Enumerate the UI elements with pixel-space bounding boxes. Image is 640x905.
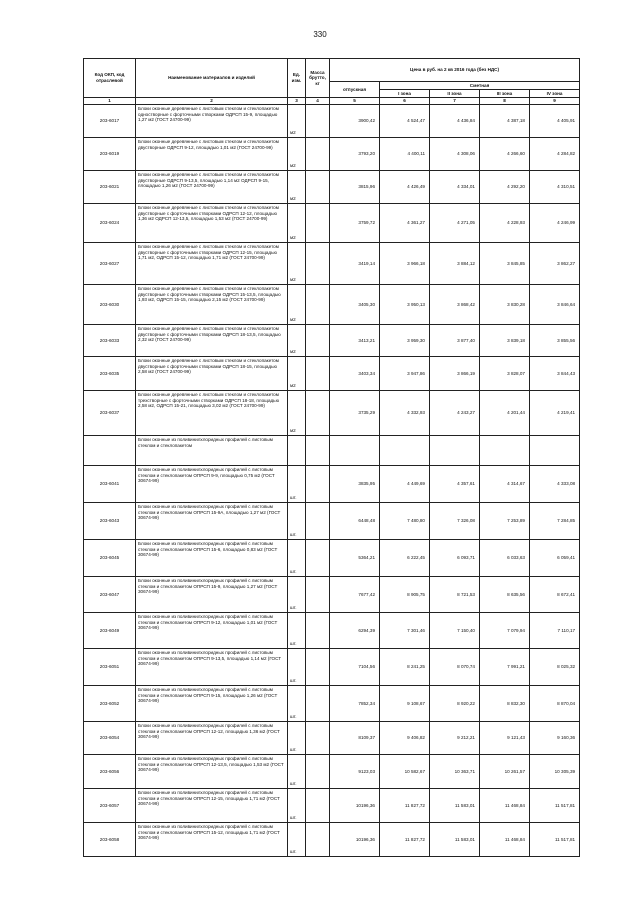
cell-zone-3: 3 830,28: [480, 285, 530, 325]
cell-code: 203-6024: [84, 204, 136, 243]
table-body: [84, 105, 580, 857]
cell-name: Блоки оконные из поливинилхлоридных профилей с листовым стеклом и стеклопакетом ОПРСП 12-13,5, площадью 1,53 м2 (ГОСТ 30674-99): [136, 755, 288, 789]
column-number: 5: [330, 98, 380, 105]
cell-zone-4: 8 672,41: [530, 577, 580, 613]
cell-zone-3: 11 468,84: [480, 789, 530, 823]
header-zone-1: I зона: [380, 90, 430, 98]
table-row: [84, 357, 580, 391]
table-row: [84, 755, 580, 789]
cell-zone-2: 3 868,42: [430, 285, 480, 325]
cell-price: 7104,56: [330, 649, 380, 686]
cell-zone-3: 4 228,93: [480, 204, 530, 243]
cell-code: 203-6051: [84, 649, 136, 686]
cell-zone-2: 9 212,21: [430, 722, 480, 755]
table-row: [84, 540, 580, 577]
table-row: [84, 503, 580, 540]
cell-name: Блоки оконные деревянные с листовым стеклом и стеклопакетом двустворные с форточными створками ОДРСП 12-12, площадью 1,36 м2 ОДРСП 12-13,5, площадью 1,53 м2 (ГОСТ 24700-99): [136, 204, 288, 243]
cell-code: 203-6019: [84, 138, 136, 171]
cell-name: Блоки оконные из поливинилхлоридных профилей с листовым стеклом и стеклопакетом ОПРСП 15-9А, площадью 1,27 м2 (ГОСТ 30674-99): [136, 503, 288, 540]
cell-unit: м2: [288, 171, 306, 204]
cell-code: 203-6054: [84, 722, 136, 755]
cell-mass: [306, 105, 330, 138]
cell-zone-3: 7 079,94: [480, 613, 530, 649]
cell-zone-2: 7 150,40: [430, 613, 480, 649]
cell-zone-2: 7 326,08: [430, 503, 480, 540]
cell-zone-4: 7 284,85: [530, 503, 580, 540]
cell-zone-2: 10 363,71: [430, 755, 480, 789]
cell-zone-4: 4 310,51: [530, 171, 580, 204]
header-price-title: Цена в руб. на 2 кв 2016 года (без НДС): [330, 59, 580, 82]
cell-code: 203-6033: [84, 325, 136, 357]
cell-zone-2: 3 884,12: [430, 243, 480, 285]
cell-code: 203-6045: [84, 540, 136, 577]
page-number: 330: [313, 30, 327, 39]
cell-unit: м2: [288, 391, 306, 436]
cell-zone-3: 4 292,20: [480, 171, 530, 204]
cell-mass: [306, 436, 330, 466]
cell-zone-3: 3 845,85: [480, 243, 530, 285]
cell-zone-3: 4 201,44: [480, 391, 530, 436]
column-number: 8: [480, 98, 530, 105]
table-row: [84, 171, 580, 204]
cell-price: 3835,95: [330, 466, 380, 503]
cell-name: Блоки оконные из поливинилхлоридных профилей с листовым стеклом и стеклопакетом ОПРСП 9-9, площадью 0,75 м2 (ГОСТ 30674-99): [136, 466, 288, 503]
cell-zone-1: 7 301,46: [380, 613, 430, 649]
cell-unit: м2: [288, 285, 306, 325]
cell-unit: шт.: [288, 755, 306, 789]
cell-zone-2: 4 357,61: [430, 466, 480, 503]
cell-price: 10196,36: [330, 823, 380, 857]
cell-price: 6294,39: [330, 613, 380, 649]
cell-unit: шт.: [288, 823, 306, 857]
cell-zone-2: 11 583,01: [430, 823, 480, 857]
cell-mass: [306, 649, 330, 686]
cell-unit: м2: [288, 105, 306, 138]
cell-code: 203-6017: [84, 105, 136, 138]
cell-zone-2: 11 583,01: [430, 789, 480, 823]
header-row: [84, 59, 580, 82]
cell-code: 203-6057: [84, 789, 136, 823]
cell-zone-3: 7 253,89: [480, 503, 530, 540]
cell-mass: [306, 391, 330, 436]
cell-code: 203-6052: [84, 686, 136, 722]
header-release: отпускная: [330, 82, 380, 98]
cell-zone-1: 3 950,13: [380, 285, 430, 325]
cell-zone-2: 4 271,05: [430, 204, 480, 243]
cell-zone-3: [480, 436, 530, 466]
cell-zone-4: 4 246,99: [530, 204, 580, 243]
cell-unit: м2: [288, 243, 306, 285]
cell-mass: [306, 613, 330, 649]
cell-price: [330, 436, 380, 466]
cell-price: 3815,96: [330, 171, 380, 204]
cell-zone-3: 4 314,67: [480, 466, 530, 503]
cell-zone-4: [530, 436, 580, 466]
cell-price: 3793,20: [330, 138, 380, 171]
cell-unit: шт.: [288, 722, 306, 755]
cell-zone-4: 11 517,81: [530, 823, 580, 857]
cell-zone-1: 4 361,27: [380, 204, 430, 243]
cell-zone-1: 4 332,93: [380, 391, 430, 436]
cell-zone-1: 3 966,18: [380, 243, 430, 285]
cell-zone-1: [380, 436, 430, 466]
cell-zone-1: 6 222,45: [380, 540, 430, 577]
cell-zone-1: 4 524,47: [380, 105, 430, 138]
price-table: [83, 58, 580, 857]
cell-zone-4: 4 284,82: [530, 138, 580, 171]
cell-mass: [306, 243, 330, 285]
cell-code: 203-6035: [84, 357, 136, 391]
cell-zone-3: 8 635,56: [480, 577, 530, 613]
cell-mass: [306, 325, 330, 357]
cell-mass: [306, 285, 330, 325]
header-mass: Масса брутто, кг: [306, 59, 330, 98]
cell-zone-1: 4 449,69: [380, 466, 430, 503]
column-number: 3: [288, 98, 306, 105]
cell-zone-3: 10 261,57: [480, 755, 530, 789]
cell-price: 3735,29: [330, 391, 380, 436]
cell-zone-1: 7 480,80: [380, 503, 430, 540]
cell-name: Блоки оконные деревянные с листовым стеклом и стеклопакетом трехстворные с форточными створками ОДРСП 18-18, площадью 2,58 м2, ОДРСП 15-21, площадью 3,02 м2 (ГОСТ 24700-99): [136, 391, 288, 436]
cell-unit: шт.: [288, 613, 306, 649]
column-number: 9: [530, 98, 580, 105]
cell-zone-2: [430, 436, 480, 466]
cell-mass: [306, 503, 330, 540]
cell-name: Блоки оконные деревянные с листовым стеклом и стеклопакетом двустворные ОДРСП 9-12, площадью 1,01 м2 (ГОСТ 24700-99): [136, 138, 288, 171]
table-row: [84, 204, 580, 243]
cell-name: Блоки оконные деревянные с листовым стеклом и стеклопакетом двустворные с форточными створками ОДРСП 15-13,5, площадью 1,93 м2, ОДРСП 15-15, площадью 2,15 м2 (ГОСТ 24700-99): [136, 285, 288, 325]
column-number: 7: [430, 98, 480, 105]
cell-zone-3: 9 121,43: [480, 722, 530, 755]
cell-zone-2: 4 436,84: [430, 105, 480, 138]
cell-code: 203-6049: [84, 613, 136, 649]
cell-name: Блоки оконные из поливинилхлоридных профилей с листовым стеклом и стеклопакетом ОПРСП 9-15, площадью 1,26 м2 (ГОСТ 30674-99): [136, 686, 288, 722]
cell-price: 3900,42: [330, 105, 380, 138]
table-row: [84, 722, 580, 755]
cell-zone-4: 10 305,39: [530, 755, 580, 789]
cell-price: 3403,34: [330, 357, 380, 391]
header-unit: Ед. изм.: [288, 59, 306, 98]
cell-price: 3759,72: [330, 204, 380, 243]
cell-unit: шт.: [288, 577, 306, 613]
cell-mass: [306, 686, 330, 722]
cell-zone-2: 4 243,27: [430, 391, 480, 436]
cell-price: 3405,30: [330, 285, 380, 325]
cell-unit: шт.: [288, 649, 306, 686]
table-row: [84, 466, 580, 503]
cell-zone-2: 4 334,01: [430, 171, 480, 204]
cell-zone-1: 8 905,75: [380, 577, 430, 613]
cell-zone-3: 11 468,84: [480, 823, 530, 857]
cell-zone-1: 3 959,30: [380, 325, 430, 357]
cell-mass: [306, 755, 330, 789]
cell-zone-4: 9 160,36: [530, 722, 580, 755]
cell-zone-4: 11 517,81: [530, 789, 580, 823]
cell-unit: [288, 436, 306, 466]
cell-mass: [306, 138, 330, 171]
cell-zone-3: 6 033,63: [480, 540, 530, 577]
section-row: [84, 436, 580, 466]
cell-price: 10196,36: [330, 789, 380, 823]
header-zone-2: II зона: [430, 90, 480, 98]
column-number: 2: [136, 98, 288, 105]
table-row: [84, 613, 580, 649]
cell-zone-3: 3 839,18: [480, 325, 530, 357]
cell-name: Блоки оконные деревянные с листовым стеклом и стеклопакетом двустворные с форточными створками ОДРСП 12-15, площадью 1,71 м2, ОДРСП 15-12, площадью 1,71 м2 (ГОСТ 24700-99): [136, 243, 288, 285]
cell-mass: [306, 204, 330, 243]
cell-mass: [306, 823, 330, 857]
cell-zone-2: 8 070,74: [430, 649, 480, 686]
cell-name: Блоки оконные деревянные с листовым стеклом и стеклопакетом двустворные с форточными створками ОДРСП 18-15, площадью 2,58 м2 (ГОСТ 24700-99): [136, 357, 288, 391]
cell-zone-1: 11 827,72: [380, 789, 430, 823]
cell-price: 8109,37: [330, 722, 380, 755]
cell-zone-4: 8 025,32: [530, 649, 580, 686]
cell-unit: м2: [288, 357, 306, 391]
cell-zone-4: 7 110,17: [530, 613, 580, 649]
cell-zone-3: 4 266,60: [480, 138, 530, 171]
cell-price: 3419,14: [330, 243, 380, 285]
cell-zone-1: 4 400,11: [380, 138, 430, 171]
cell-zone-1: 8 241,25: [380, 649, 430, 686]
cell-mass: [306, 540, 330, 577]
cell-unit: шт.: [288, 789, 306, 823]
cell-name: Блоки оконные деревянные с листовым стеклом и стеклопакетом двустворные с форточными створками ОДРСП 18-13,5, площадью 2,32 м2 (ГОСТ 24700-99): [136, 325, 288, 357]
cell-zone-1: 9 406,82: [380, 722, 430, 755]
cell-price: 3413,21: [330, 325, 380, 357]
header-estimate: Сметная: [380, 82, 580, 90]
cell-zone-4: 3 855,56: [530, 325, 580, 357]
cell-mass: [306, 357, 330, 391]
cell-zone-4: 3 844,43: [530, 357, 580, 391]
cell-zone-1: 3 947,86: [380, 357, 430, 391]
cell-price: 9123,03: [330, 755, 380, 789]
cell-mass: [306, 722, 330, 755]
table-row: [84, 823, 580, 857]
cell-zone-1: 10 582,67: [380, 755, 430, 789]
column-number: 6: [380, 98, 430, 105]
cell-zone-2: 8 721,53: [430, 577, 480, 613]
table-row: [84, 577, 580, 613]
cell-zone-4: 3 862,27: [530, 243, 580, 285]
cell-zone-4: 3 846,64: [530, 285, 580, 325]
table-row: [84, 105, 580, 138]
cell-name: Блоки оконные из поливинилхлоридных профилей с листовым стеклом и стеклопакетом ОПРСП 15-12, площадью 1,71 м2 (ГОСТ 30674-99): [136, 823, 288, 857]
cell-name: Блоки оконные деревянные с листовым стеклом и стеклопакетом двустворные ОДРСП 9-13,5, площадью 1,14 м2 ОДРСП 9-15, площадью 1,26 м2 (ГОСТ 24700-99): [136, 171, 288, 204]
cell-code: 203-6027: [84, 243, 136, 285]
cell-zone-4: 6 059,41: [530, 540, 580, 577]
cell-zone-3: 7 991,21: [480, 649, 530, 686]
table-row: [84, 138, 580, 171]
column-number-row: [84, 98, 580, 105]
cell-price: 6448,48: [330, 503, 380, 540]
cell-zone-4: 4 219,41: [530, 391, 580, 436]
cell-unit: м2: [288, 325, 306, 357]
cell-code: 203-6030: [84, 285, 136, 325]
cell-unit: м2: [288, 204, 306, 243]
cell-code: 203-6037: [84, 391, 136, 436]
cell-code: 203-6056: [84, 755, 136, 789]
cell-mass: [306, 789, 330, 823]
cell-code: 203-6043: [84, 503, 136, 540]
cell-zone-2: 6 093,71: [430, 540, 480, 577]
table-row: [84, 649, 580, 686]
table-row: [84, 391, 580, 436]
cell-name: Блоки оконные из поливинилхлоридных профилей с листовым стеклом и стеклопакетом ОПРСП 9-12, площадью 1,01 м2 (ГОСТ 30674-99): [136, 613, 288, 649]
cell-zone-2: 4 308,06: [430, 138, 480, 171]
table-row: [84, 285, 580, 325]
header-zone-4: IV зона: [530, 90, 580, 98]
cell-zone-2: 3 877,40: [430, 325, 480, 357]
cell-name: Блоки оконные из поливинилхлоридных профилей с листовым стеклом и стеклопакетом ОПРСП 15-9, площадью 1,27 м2 (ГОСТ 30674-99): [136, 577, 288, 613]
header-name: Наименование материалов и изделий: [136, 59, 288, 98]
cell-zone-2: 3 866,19: [430, 357, 480, 391]
column-number: 1: [84, 98, 136, 105]
cell-unit: шт.: [288, 466, 306, 503]
header-code: Код ОКП, код отраслевой: [84, 59, 136, 98]
cell-mass: [306, 171, 330, 204]
cell-section-title: Блоки оконные из поливинилхлоридных профилей с листовым стеклом и стеклопакетом: [136, 436, 288, 466]
table-row: [84, 325, 580, 357]
cell-mass: [306, 466, 330, 503]
cell-name: Блоки оконные из поливинилхлоридных профилей с листовым стеклом и стеклопакетом ОПРСП 15-6, площадью 0,83 м2 (ГОСТ 30674-99): [136, 540, 288, 577]
cell-code: 203-6041: [84, 466, 136, 503]
cell-unit: шт.: [288, 540, 306, 577]
cell-name: Блоки оконные из поливинилхлоридных профилей с листовым стеклом и стеклопакетом ОПРСП 9-13,5, площадью 1,14 м2 (ГОСТ 30674-99): [136, 649, 288, 686]
table-row: [84, 686, 580, 722]
cell-code: 203-6058: [84, 823, 136, 857]
table-row: [84, 243, 580, 285]
cell-mass: [306, 577, 330, 613]
cell-name: Блоки оконные из поливинилхлоридных профилей с листовым стеклом и стеклопакетом ОПРСП 12-12, площадью 1,36 м2 (ГОСТ 30674-99): [136, 722, 288, 755]
cell-zone-1: 9 108,67: [380, 686, 430, 722]
cell-code: [84, 436, 136, 466]
cell-price: 5364,21: [330, 540, 380, 577]
cell-price: 7852,34: [330, 686, 380, 722]
cell-zone-2: 8 920,22: [430, 686, 480, 722]
cell-name: Блоки оконные из поливинилхлоридных профилей с листовым стеклом и стеклопакетом ОПРСП 12-15, площадью 1,71 м2 (ГОСТ 30674-99): [136, 789, 288, 823]
cell-unit: шт.: [288, 503, 306, 540]
cell-zone-4: 8 870,04: [530, 686, 580, 722]
column-number: 4: [306, 98, 330, 105]
cell-price: 7677,42: [330, 577, 380, 613]
cell-unit: шт.: [288, 686, 306, 722]
cell-zone-3: 8 832,30: [480, 686, 530, 722]
cell-zone-3: 3 828,07: [480, 357, 530, 391]
table-row: [84, 789, 580, 823]
cell-zone-4: 4 333,08: [530, 466, 580, 503]
cell-zone-3: 4 387,18: [480, 105, 530, 138]
cell-code: 203-6021: [84, 171, 136, 204]
cell-code: 203-6047: [84, 577, 136, 613]
header-zone-3: III зона: [480, 90, 530, 98]
cell-name: Блоки оконные деревянные с листовым стеклом и стеклопакетом одностворные с форточными створками ОДРСП 15-9, площадью 1,27 м2 (ГОСТ 24700-99): [136, 105, 288, 138]
cell-zone-4: 4 405,91: [530, 105, 580, 138]
cell-unit: м2: [288, 138, 306, 171]
cell-zone-1: 4 426,49: [380, 171, 430, 204]
cell-zone-1: 11 827,72: [380, 823, 430, 857]
